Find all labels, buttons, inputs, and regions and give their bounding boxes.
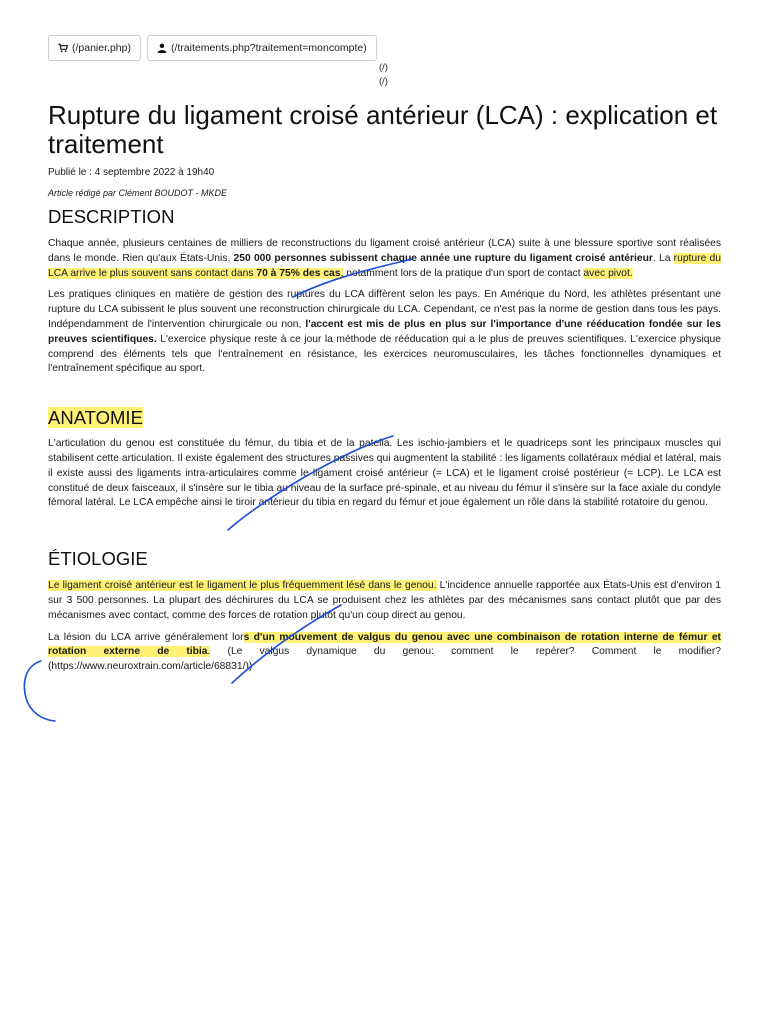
- home-link[interactable]: (/): [379, 76, 388, 87]
- top-nav: [48, 35, 377, 61]
- highlighted-text: .: [207, 646, 211, 658]
- article-title: Rupture du ligament croisé antérieur (LCA) : explication et traitement: [48, 100, 718, 159]
- heading-text: ANATOMIE: [48, 407, 143, 429]
- paragraph: Les pratiques cliniques en matière de gestion des ruptures du LCA diffèrent selon les pays. En Amérique du Nord, les athlètes présentant une rupture du LCA subissent le plus souvent une reconstruction chirurgicale du LCA. Cependant, ce n'est pas la norme de gestion dans tous les pays. Indépendamment de l'intervention chirurgicale ou non, l'accent est mis de plus en plus sur l'importance d'une rééducation fondée sur les preuves scientifiques. L'exercice physique reste à ce jour la méthode de rééducation qui a le plus de preuves scientifiques. L'exercice physique comprend des éléments tels que l'entraînement en résistance, les exercices neuromusculaires, les tâches fonctionnelles dynamiques et l'entraînement spécifique au sport.: [48, 289, 721, 375]
- cart-link-button[interactable]: [48, 35, 141, 61]
- highlighted-text: s d'un mouvement de valgus du genou avec une combinaison de rotation interne de fémur et rotation externe de tibia: [48, 631, 721, 658]
- highlighted-text: rupture du LCA arrive le plus souvent sans contact dans: [48, 252, 721, 279]
- paragraph: La lésion du LCA arrive généralement lors d'un mouvement de valgus du genou avec une combinaison de rotation interne de fémur et rotation externe de tibia. (Le valgus dynamique du genou: comment le repérer? Comment le modifier? (https://www.neuroxtrain.com/article/68831/)): [48, 631, 721, 673]
- user-icon: [157, 43, 167, 53]
- paragraph: Le ligament croisé antérieur est le ligament le plus fréquemment lésé dans le genou. L'incidence annuelle rapportée aux États-Unis est d'environ 1 sur 3 500 personnes. La plupart des déchirures du LCA se produisent chez les athlètes par des mécanismes sans contact plutôt que par des mécanismes avec contact, comme des forces de rotation plutôt qu'un coup direct au genou.: [48, 580, 721, 621]
- article-content: [48, 101, 721, 682]
- paragraph: L'articulation du genou est constituée du fémur, du tibia et de la patella. Les ischio-jambiers et le quadriceps sont les principaux muscles qui stabilisent cette articulation. Il existe également des structures passives qui augmentent la stabilité : les ligaments collatéraux médial et latéral, mais il existe aussi des ligaments intra-articulaires comme le ligament croisé antérieur (= LCA) et le ligament croisé postérieur (= LCP). Le LCA est constitué de deux faisceaux, il s'insère sur le tibia au niveau de la surface pré-spinale, et au niveau du fémur il s'insère sur la face axiale du condyle fémoral latéral. Le LCA empêche ainsi le tiroir antérieur du tibia en regard du fémur et joue également un rôle dans la stabilité rotatoire du genou.: [48, 438, 721, 509]
- article-author: Article rédigé par Clément BOUDOT - MKDE: [48, 188, 228, 198]
- home-links: [379, 61, 388, 89]
- highlighted-text: avec pivot.: [583, 267, 633, 279]
- paragraph: Chaque année, plusieurs centaines de milliers de reconstructions du ligament croisé antérieur (LCA) suite à une blessure sportive sont réalisées dans le monde. Rien qu'aux États-Unis, 250 000 personnes subissent chaque année une rupture du ligament croisé antérieur. La rupture du LCA arrive le plus souvent sans contact dans 70 à 75% des cas, notamment lors de la pratique d'un sport de contact avec pivot.: [48, 238, 721, 279]
- publish-date: Publié le : 4 septembre 2022 à 19h40: [48, 167, 215, 178]
- section-heading-anatomie: [48, 407, 721, 429]
- section-heading-etiologie: ÉTIOLOGIE: [48, 548, 148, 570]
- section-heading-description: DESCRIPTION: [48, 206, 175, 227]
- highlighted-text: 70 à 75% des cas: [256, 267, 341, 279]
- cart-icon: [58, 43, 68, 53]
- account-link-button[interactable]: [147, 35, 377, 61]
- highlighted-text: ,: [340, 267, 344, 279]
- bold-text: l'accent est mis de plus en plus sur l'importance d'une rééducation fondée sur les preuves scientifiques.: [48, 318, 721, 345]
- account-link-label: (/traitements.php?traitement=moncompte): [170, 42, 367, 54]
- bold-text: 250 000 personnes subissent chaque année une rupture du ligament croisé antérieur: [233, 252, 653, 264]
- home-link[interactable]: (/): [379, 62, 388, 73]
- highlighted-text: Le ligament croisé antérieur est le ligament le plus fréquemment lésé dans le genou.: [48, 580, 437, 592]
- cart-link-label: (/panier.php): [72, 42, 131, 54]
